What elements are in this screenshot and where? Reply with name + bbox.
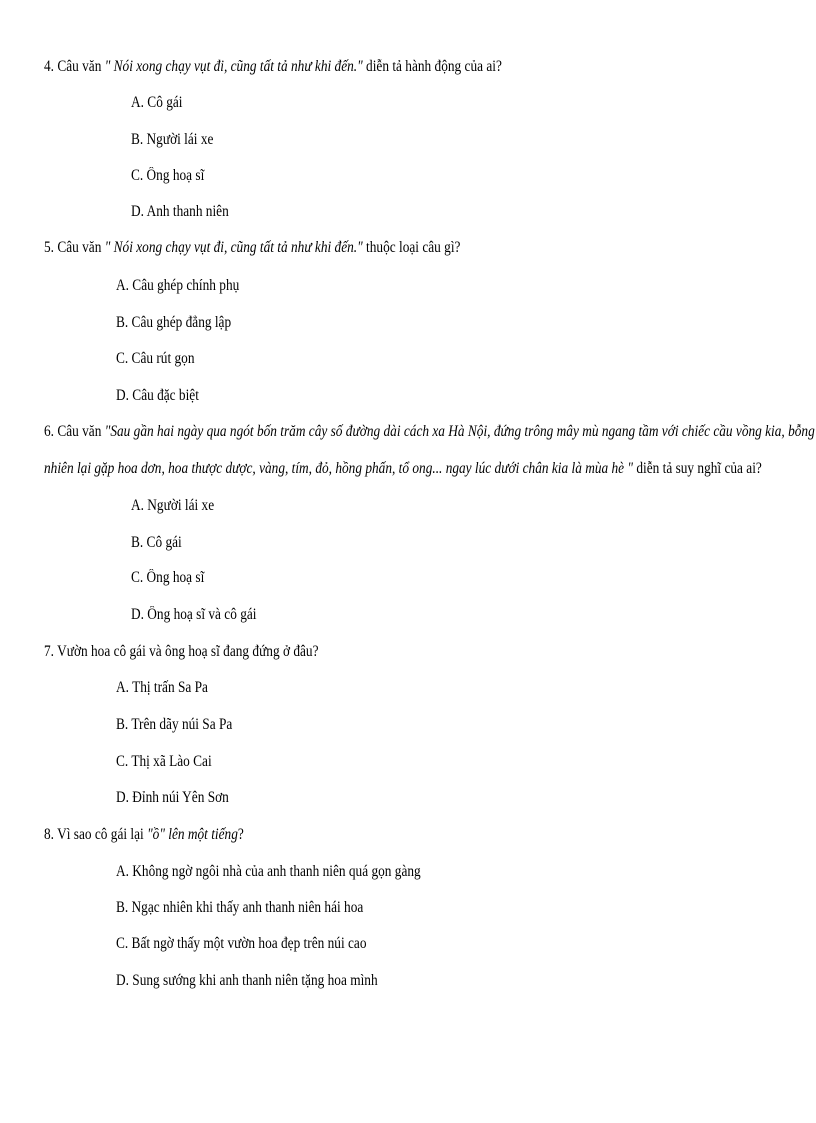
question-6-line-2 — [44, 460, 762, 478]
option-letter: C. — [116, 350, 129, 367]
option-text: Không ngờ ngôi nhà của anh thanh niên quá gọn gàng — [132, 863, 421, 880]
option-letter: B. — [116, 314, 129, 331]
question-7 — [44, 643, 319, 661]
question-quote: " Nói xong chạy vụt đi, cũng tất tả như khi đến." — [104, 239, 363, 256]
option-8b — [116, 899, 363, 917]
question-prefix: Câu văn — [57, 423, 102, 440]
option-5d — [116, 387, 199, 405]
option-text: Đỉnh núi Yên Sơn — [132, 789, 229, 806]
option-letter: B. — [131, 131, 144, 148]
option-4b — [131, 131, 213, 149]
question-quote: "Sau gần hai ngày qua ngót bốn trăm cây số đường dài cách xa Hà Nội, đứng trông mây mù ngang tầm với chiếc cầu vồng kia, bỗng — [104, 423, 815, 440]
question-suffix: diễn tả hành động của ai? — [366, 58, 502, 75]
option-8c — [116, 935, 366, 953]
option-text: Cô gái — [146, 534, 182, 551]
option-6b — [131, 534, 182, 552]
question-number: 7. — [44, 643, 54, 660]
option-letter: D. — [131, 606, 144, 623]
option-5c — [116, 350, 195, 368]
option-letter: A. — [131, 497, 144, 514]
option-text: Ông hoạ sĩ — [146, 167, 205, 184]
option-letter: A. — [116, 277, 129, 294]
question-number: 4. — [44, 58, 54, 75]
option-4a — [131, 94, 182, 112]
option-text: Thị xã Lào Cai — [131, 753, 212, 770]
option-5b — [116, 314, 231, 332]
option-letter: A. — [116, 679, 129, 696]
option-letter: C. — [131, 569, 144, 586]
option-7d — [116, 789, 229, 807]
option-7c — [116, 753, 212, 771]
option-4c — [131, 167, 204, 185]
option-letter: B. — [116, 716, 129, 733]
option-text: Câu rút gọn — [131, 350, 195, 367]
option-text: Ông hoạ sĩ và cô gái — [147, 606, 257, 623]
question-quote: " Nói xong chạy vụt đi, cũng tất tả như khi đến." — [104, 58, 363, 75]
option-text: Anh thanh niên — [146, 203, 229, 220]
question-suffix: ? — [237, 826, 244, 843]
option-text: Bất ngờ thấy một vườn hoa đẹp trên núi cao — [131, 935, 367, 952]
option-letter: A. — [131, 94, 144, 111]
option-text: Trên dãy núi Sa Pa — [131, 716, 233, 733]
question-prefix: Vì sao cô gái lại — [57, 826, 144, 843]
option-letter: C. — [131, 167, 144, 184]
option-letter: C. — [116, 935, 129, 952]
option-letter: D. — [116, 387, 129, 404]
question-text: Vườn hoa cô gái và ông hoạ sĩ đang đứng ở đâu? — [57, 643, 319, 660]
option-text: Thị trấn Sa Pa — [132, 679, 208, 696]
option-7b — [116, 716, 232, 734]
option-letter: D. — [116, 972, 129, 989]
option-text: Câu đặc biệt — [132, 387, 199, 404]
option-text: Ông hoạ sĩ — [146, 569, 205, 586]
option-4d — [131, 203, 229, 221]
option-text: Câu ghép chính phụ — [132, 277, 240, 294]
option-8a — [116, 863, 421, 881]
option-letter: B. — [116, 899, 129, 916]
question-quote: "ồ" lên một tiếng — [147, 826, 238, 843]
option-letter: B. — [131, 534, 144, 551]
option-text: Ngạc nhiên khi thấy anh thanh niên hái hoa — [131, 899, 364, 916]
option-6c — [131, 569, 204, 587]
option-text: Sung sướng khi anh thanh niên tặng hoa mình — [132, 972, 378, 989]
question-number: 5. — [44, 239, 54, 256]
question-8 — [44, 826, 244, 844]
option-letter: C. — [116, 753, 129, 770]
question-number: 8. — [44, 826, 54, 843]
question-6-line-1 — [44, 423, 815, 441]
question-5 — [44, 239, 460, 257]
option-5a — [116, 277, 239, 295]
option-6a — [131, 497, 214, 515]
question-suffix: diễn tả suy nghĩ của ai? — [636, 460, 762, 477]
option-8d — [116, 972, 378, 990]
question-4 — [44, 58, 502, 76]
option-6d — [131, 606, 257, 624]
option-text: Câu ghép đẳng lập — [131, 314, 232, 331]
question-suffix: thuộc loại câu gì? — [366, 239, 461, 256]
question-quote: nhiên lại gặp hoa dơn, hoa thược dược, vàng, tím, đỏ, hồng phấn, tổ ong... ngay lúc dưới chân kia là mùa hè " — [44, 460, 634, 477]
question-number: 6. — [44, 423, 54, 440]
option-letter: D. — [131, 203, 144, 220]
option-text: Người lái xe — [146, 131, 214, 148]
option-letter: A. — [116, 863, 129, 880]
option-text: Cô gái — [147, 94, 183, 111]
option-7a — [116, 679, 208, 697]
option-text: Người lái xe — [147, 497, 215, 514]
option-letter: D. — [116, 789, 129, 806]
question-prefix: Câu văn — [57, 58, 102, 75]
question-prefix: Câu văn — [57, 239, 102, 256]
